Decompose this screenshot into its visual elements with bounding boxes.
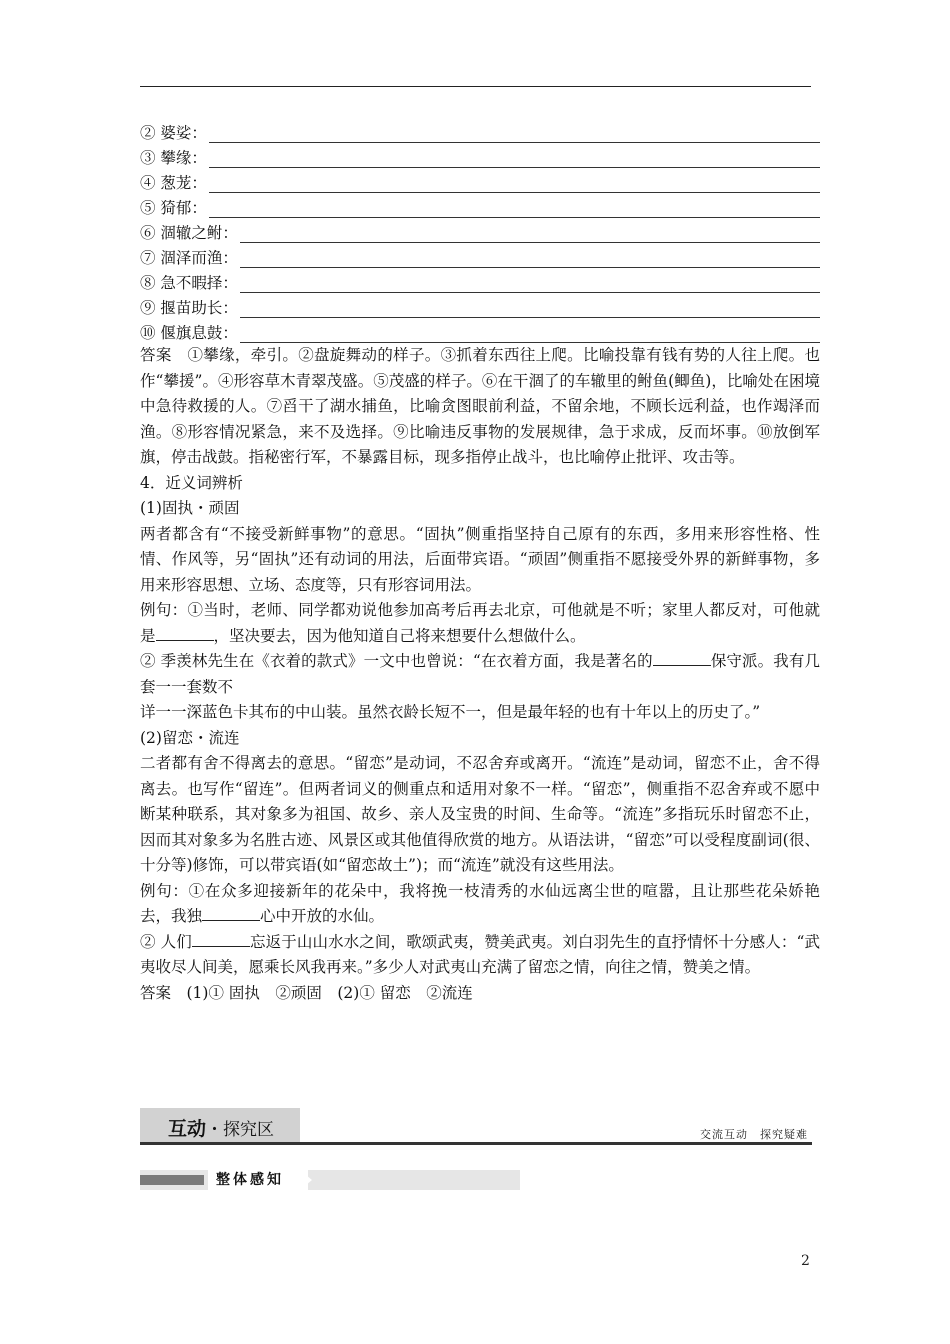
fill-blank[interactable] xyxy=(156,626,214,641)
vocab-line xyxy=(140,193,820,218)
part2-example1 xyxy=(140,879,820,930)
example-text: 例句：①当时，老师、同学都劝说他参加高考后再去北京，可他就是不听；家里人都反对，可他就是 xyxy=(140,601,820,645)
vocab-label: ⑩ 偃旗息鼓： xyxy=(140,324,238,342)
example-text: 心中开放的水仙。 xyxy=(260,907,385,925)
section-title-main: 互动 xyxy=(168,1118,207,1140)
answer-blank[interactable] xyxy=(209,125,820,143)
page-content xyxy=(140,118,820,1006)
section-header-title xyxy=(168,1114,274,1141)
vocab-label: ② 婆娑： xyxy=(140,124,207,142)
example-text: ，坚决要去，因为他知道自己将来想要什么想做什么。 xyxy=(213,626,586,645)
vocab-line xyxy=(140,118,820,143)
example-text: 忘返于山山水水之间，歌颂武夷，赞美武夷。刘白羽先生的直抒情怀十分感人：“武夷收尽人间美，愿乘长风我再来。”多少人对武夷山充满了留恋之情，向往之情，赞美之情。 xyxy=(140,932,820,976)
part1-example2 xyxy=(140,649,820,700)
vocab-label: ⑤ 猗郁： xyxy=(140,199,207,217)
answer-blank[interactable] xyxy=(240,250,820,268)
vocab-line xyxy=(140,318,820,343)
part1-example2-cont: 详一一深蓝色卡其布的中山装。虽然衣龄长短不一，但是最年轻的也有十年以上的历史了。” xyxy=(140,703,761,721)
answer-blank[interactable] xyxy=(209,150,820,168)
part1-body: 两者都含有“不接受新鲜事物”的意思。“固执”侧重指坚持自己原有的东西，多用来形容性格、性情、作风等，另“固执”还有动词的用法，后面带宾语。“顽固”侧重指不愿接受外界的新鲜事物，多用来形容思想、立场、态度等，只有形容词用法。 xyxy=(140,524,820,594)
section-header-tag: 交流互动 探究疑难 xyxy=(700,1128,808,1141)
section-title-sub: ・探究区 xyxy=(206,1120,275,1140)
vocab-label: ⑧ 急不暇择： xyxy=(140,274,238,292)
vocab-label: ③ 攀缘： xyxy=(140,149,207,167)
example-text: ② 季羡林先生在《衣着的款式》一文中也曾说：“在衣着方面，我是著名的 xyxy=(140,652,653,670)
vocab-label: ⑦ 涸泽而渔： xyxy=(140,249,238,267)
vocab-label: ⑥ 涸辙之鲋： xyxy=(140,224,238,242)
vocab-line xyxy=(140,293,820,318)
vocab-line xyxy=(140,243,820,268)
example-text: ② 人们 xyxy=(140,932,192,951)
section-heading: 4．近义词辨析 xyxy=(140,473,243,492)
subsection-bar-accent xyxy=(140,1175,204,1185)
part2-example2 xyxy=(140,930,820,981)
vocab-line xyxy=(140,168,820,193)
answer-blank[interactable] xyxy=(240,225,820,243)
subsection-label: 整体感知 xyxy=(208,1170,308,1190)
answer-blank[interactable] xyxy=(209,200,820,218)
fill-blank[interactable] xyxy=(192,932,250,947)
fill-blank[interactable] xyxy=(202,906,260,921)
answer-blank[interactable] xyxy=(240,300,820,318)
answer-blank[interactable] xyxy=(240,325,820,343)
page-number: 2 xyxy=(801,1253,810,1269)
example-text: 例句：①在众多迎接新年的花朵中，我将挽一枝清秀的水仙远离尘世的喧嚣，且让那些花朵娇艳去，我独 xyxy=(140,881,820,925)
part2-title: (2)留恋・流连 xyxy=(140,728,240,747)
subsection-bar xyxy=(140,1170,520,1190)
part1-example1 xyxy=(140,598,820,649)
example-text: 保守派。我有几套一一套数不 xyxy=(140,652,820,696)
part1-title: (1)固执・顽固 xyxy=(140,499,240,517)
answer-blank[interactable] xyxy=(240,275,820,293)
answer-paragraph-2: 答案 (1)① 固执 ②顽固 (2)① 留恋 ②流连 xyxy=(140,983,473,1002)
vocab-line xyxy=(140,218,820,243)
vocab-line xyxy=(140,143,820,168)
part2-body: 二者都有舍不得离去的意思。“留恋”是动词，不忍舍弃或离开。“流连”是动词，留恋不止，舍不得离去。也写作“留连”。但两者词义的侧重点和适用对象不一样。“留恋”，侧重指不忍舍弃或不愿中断某种联系，其对象多为祖国、故乡、亲人及宝贵的时间、生命等。“流连”多指玩乐时留恋不止，因而其对象多为名胜古迹、风景区或其他值得欣赏的地方。从语法讲，“留恋”可以受程度副词(很、十分等)修饰，可以带宾语(如“留恋故土”)；而“流连”就没有这些用法。 xyxy=(140,754,820,874)
vocab-label: ④ 葱茏： xyxy=(140,174,207,192)
section-header-bar xyxy=(140,1108,812,1146)
arrow-right-icon xyxy=(300,1170,312,1190)
answer-paragraph: 答案 ①攀缘，牵引。②盘旋舞动的样子。③抓着东西往上爬。比喻投靠有钱有势的人往上爬。也作“攀援”。④形容草木青翠茂盛。⑤茂盛的样子。⑥在干涸了的车辙里的鲋鱼(鲫鱼)，比喻处在困境中急待救援的人。⑦舀干了湖水捕鱼，比喻贪图眼前利益，不留余地，不顾长远利益，也作竭泽而渔。⑧形容情况紧急，来不及选择。⑨比喻违反事物的发展规律，急于求成，反而坏事。⑩放倒军旗，停击战鼓。指秘密行军，不暴露目标，现多指停止战斗，也比喻停止批评、攻击等。 xyxy=(140,346,820,466)
vocab-label: ⑨ 揠苗助长： xyxy=(140,299,238,317)
fill-blank[interactable] xyxy=(653,651,711,666)
header-rule xyxy=(140,86,811,87)
vocab-line xyxy=(140,268,820,293)
answer-blank[interactable] xyxy=(209,175,820,193)
section-header-rule xyxy=(140,1142,812,1145)
